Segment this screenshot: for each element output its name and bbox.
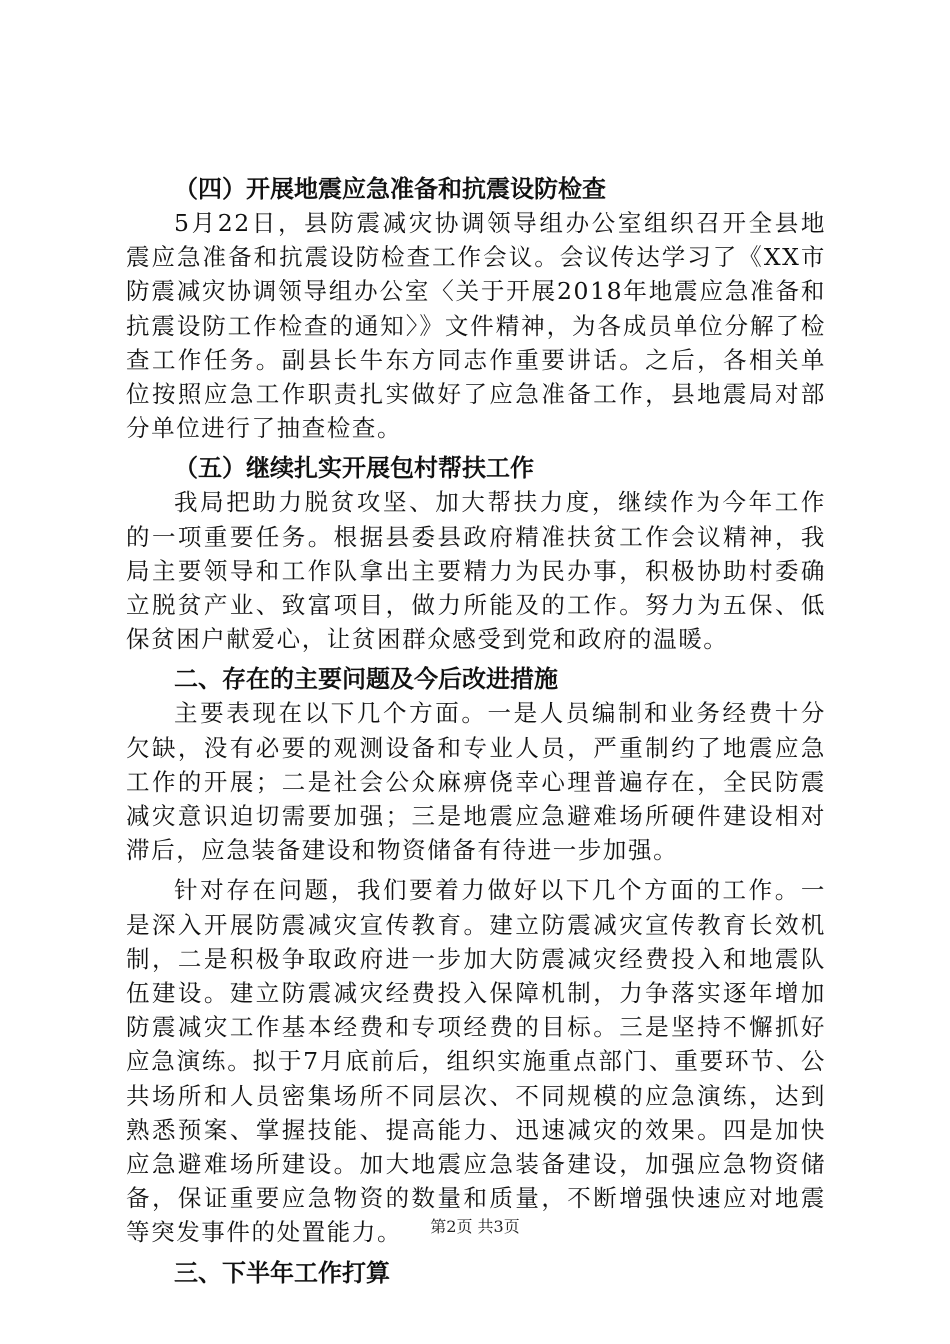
page-footer: 第2页 共3页 bbox=[430, 1217, 520, 1236]
document-body bbox=[126, 172, 826, 1290]
part-2-heading: 二、存在的主要问题及今后改进措施 bbox=[174, 665, 558, 694]
section-heading-5: （五）继续扎实开展包村帮扶工作 bbox=[174, 454, 534, 483]
part-2-paragraph-2: 针对存在问题，我们要着力做好以下几个方面的工作。一是深入开展防震减灾宣传教育。建立防震减灾宣传教育长效机制，二是积极争取政府进一步加大防震减灾经费投入和地震队伍建设。建立防震减灾经费投入保障机制，力争落实逐年增加防震减灾工作基本经费和专项经费的目标。三是坚持不懈抓好应急演练。拟于7月底前后，组织实施重点部门、重要环节、公共场所和人员密集场所不同层次、不同规模的应急演练，达到熟悉预案、掌握技能、提高能力、迅速减灾的效果。四是加快应急避难场所建设。加大地震应急装备建设，加强应急物资储备，保证重要应急物资的数量和质量，不断增强快速应对地震等突发事件的处置能力。 bbox=[126, 876, 826, 1247]
section-5-paragraph: 我局把助力脱贫攻坚、加大帮扶力度，继续作为今年工作的一项重要任务。根据县委县政府精准扶贫工作会议精神，我局主要领导和工作队拿出主要精力为民办事，积极协助村委确立脱贫产业、致富项目，做力所能及的工作。努力为五保、低保贫困户献爱心，让贫困群众感受到党和政府的温暖。 bbox=[126, 488, 826, 654]
part-2-paragraph-1: 主要表现在以下几个方面。一是人员编制和业务经费十分欠缺，没有必要的观测设备和专业人员，严重制约了地震应急工作的开展；二是社会公众麻痹侥幸心理普遍存在，全民防震减灾意识迫切需要加强；三是地震应急避难场所硬件建设相对滞后，应急装备建设和物资储备有待进一步加强。 bbox=[126, 699, 826, 865]
part-3-heading: 三、下半年工作打算 bbox=[174, 1258, 390, 1287]
section-4-paragraph: 5月22日，县防震减灾协调领导组办公室组织召开全县地震应急准备和抗震设防检查工作会议。会议传达学习了《XX市防震减灾协调领导组办公室〈关于开展2018年地震应急准备和抗震设防工作检查的通知〉》文件精神，为各成员单位分解了检查工作任务。副县长牛东方同志作重要讲话。之后，各相关单位按照应急工作职责扎实做好了应急准备工作，县地震局对部分单位进行了抽查检查。 bbox=[126, 209, 826, 443]
section-heading-4: （四）开展地震应急准备和抗震设防检查 bbox=[174, 175, 606, 203]
